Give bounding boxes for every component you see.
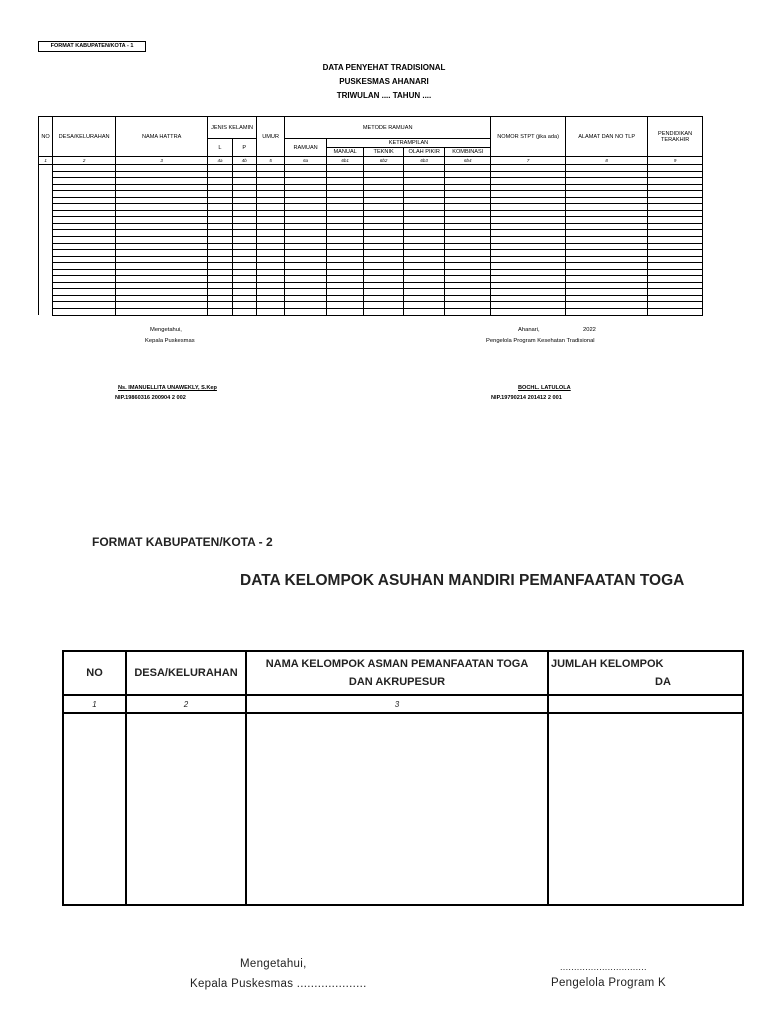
p2-jumlah-line2: DA	[655, 676, 671, 688]
index-cell: 4b	[232, 157, 256, 165]
table-cell	[232, 309, 256, 316]
table-cell	[326, 309, 364, 316]
asman-table-frame	[0, 640, 671, 910]
table-cell	[256, 309, 284, 316]
col-ketrampilan-header: KETRAMPILAN	[326, 139, 490, 148]
col-pendidikan-header: PENDIDIKAN TERAKHIR	[648, 117, 703, 157]
index-cell: 6b1	[326, 157, 364, 165]
table-cell	[116, 309, 208, 316]
col-teknik-header: TEKNIK	[364, 148, 404, 157]
title-line-1: DATA PENYEHAT TRADISIONAL	[322, 63, 446, 72]
col-manual-header: MANUAL	[326, 148, 364, 157]
table-cell	[403, 309, 445, 316]
table-cell	[364, 309, 404, 316]
col-p-header: P	[232, 139, 256, 157]
format-tag-1: FORMAT KABUPATEN/KOTA - 1	[38, 41, 146, 52]
p2-sign-right-line2: Pengelola Program K	[551, 977, 667, 989]
p2-nama-line1: NAMA KELOMPOK ASMAN PEMANFAATAN TOGA	[265, 658, 529, 670]
table-cell	[53, 309, 116, 316]
col-desa-header: DESA/KELURAHAN	[53, 117, 116, 157]
p2-sign-left-line1: Mengetahui,	[240, 958, 307, 970]
index-cell: 1	[39, 157, 53, 165]
sign-left-line1: Mengetahui,	[150, 327, 182, 333]
p2-col-no-header: NO	[63, 651, 126, 695]
sign-left-name: Ns. IMANUELLITA UNAWEKLY, S.Kep	[118, 385, 217, 391]
sign-left-nip: NIP.19860316 200904 2 002	[115, 395, 186, 401]
col-olah-pikir-header: OLAH PIKIR	[403, 148, 445, 157]
index-cell: 3	[116, 157, 208, 165]
index-cell: 4a	[208, 157, 232, 165]
index-cell: 8	[566, 157, 648, 165]
index-cell: 2	[53, 157, 116, 165]
sign-right-line2: Pengelola Program Kesehatan Tradisional	[486, 338, 595, 344]
index-cell: 6b2	[364, 157, 404, 165]
table-cell	[648, 309, 703, 316]
table-cell	[566, 309, 648, 316]
col-no-header: NO	[39, 117, 53, 157]
col-kombinasi-header: KOMBINASI	[445, 148, 491, 157]
asman-table	[62, 650, 744, 906]
p2-index-cell	[548, 695, 743, 713]
p2-sign-right-line1: ...............................	[560, 962, 647, 972]
hattra-table	[38, 116, 703, 316]
col-jenis-kelamin-header: JENIS KELAMIN	[208, 117, 257, 139]
table-cell	[491, 309, 566, 316]
title-line-2: PUSKESMAS AHANARI	[339, 77, 429, 86]
p2-body-row	[63, 713, 743, 905]
p2-index-cell: 3	[246, 695, 548, 713]
index-cell: 6b4	[445, 157, 491, 165]
p2-index-row	[63, 695, 743, 713]
p2-col-nama-header	[246, 651, 548, 695]
p2-col-desa-header: DESA/KELURAHAN	[126, 651, 246, 695]
format-tag-2: FORMAT KABUPATEN/KOTA - 2	[92, 535, 273, 549]
table-cell	[208, 309, 232, 316]
p2-nama-line2: DAN AKRUPESUR	[348, 676, 446, 688]
index-cell: 5	[256, 157, 284, 165]
sign-right-year: 2022	[583, 327, 596, 333]
index-row	[39, 157, 703, 165]
page2-title: DATA KELOMPOK ASUHAN MANDIRI PEMANFAATAN TOGA	[240, 572, 685, 589]
sign-left-line2: Kepala Puskesmas	[145, 338, 195, 344]
col-l-header: L	[208, 139, 232, 157]
col-umur-header: UMUR	[256, 117, 284, 157]
index-cell: 9	[648, 157, 703, 165]
sign-right-nip: NIP.19790214 201412 2 001	[491, 395, 562, 401]
title-line-3: TRIWULAN .... TAHUN ....	[336, 91, 432, 100]
index-cell: 6b3	[403, 157, 445, 165]
p2-sign-right-clip	[551, 977, 668, 989]
col-stpt-header: NOMOR STPT (jika ada)	[491, 117, 566, 157]
index-cell: 6a	[285, 157, 327, 165]
p2-sign-left-line2: Kepala Puskesmas ....................	[190, 978, 367, 990]
p2-jumlah-line1: JUMLAH KELOMPOK	[551, 658, 664, 670]
p2-index-cell: 2	[126, 695, 246, 713]
p2-sign-right-dots-clip	[560, 962, 668, 972]
index-cell: 7	[491, 157, 566, 165]
sign-right-name: BOCHL. LATULOLA	[518, 385, 571, 391]
table-cell	[285, 309, 327, 316]
table-cell	[445, 309, 491, 316]
col-alamat-header: ALAMAT DAN NO TLP	[566, 117, 648, 157]
table-row	[39, 309, 703, 316]
sign-right-place: Ahanari,	[518, 327, 540, 333]
p2-col-jumlah-header	[548, 651, 743, 695]
p2-index-cell: 1	[63, 695, 126, 713]
col-metode-header: METODE RAMUAN	[285, 117, 491, 139]
col-ramuan-header: RAMUAN	[285, 139, 327, 157]
table-cell	[39, 309, 53, 316]
col-nama-header: NAMA HATTRA	[116, 117, 208, 157]
